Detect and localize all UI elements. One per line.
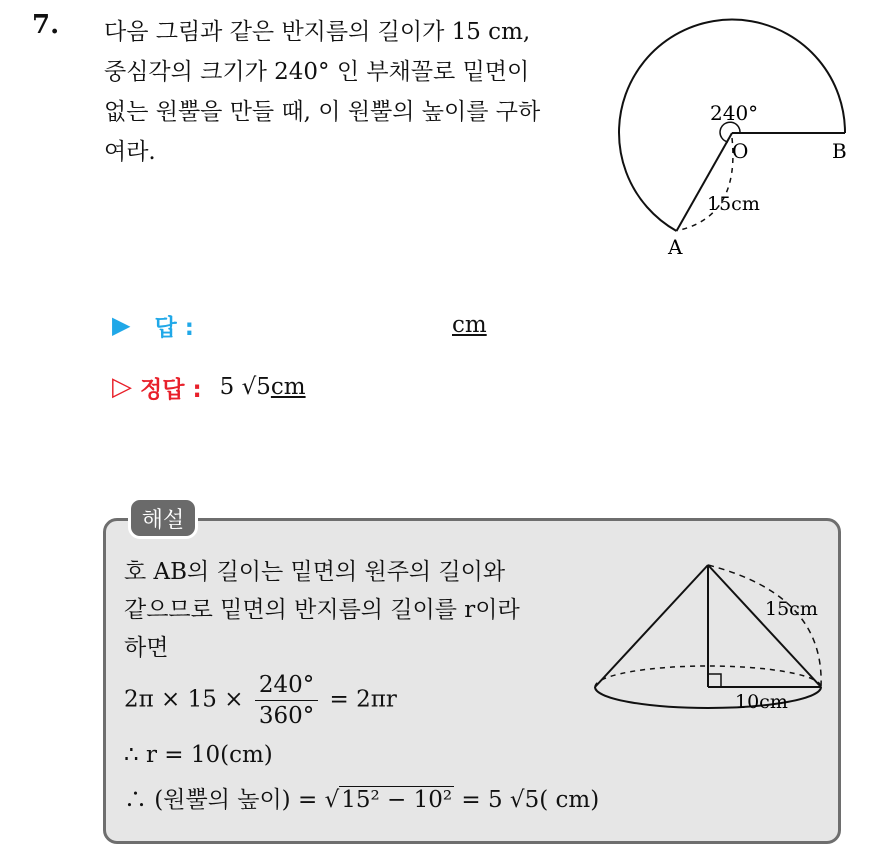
answer-row (112, 308, 487, 342)
radius-label: 15cm (707, 193, 760, 215)
equation-3-sqrt: 15² − 10² (341, 787, 453, 813)
question-line: 여라. (104, 139, 156, 165)
question-number: 7. (32, 10, 60, 40)
base-radius-label: 10cm (735, 691, 788, 713)
correct-answer-row (112, 370, 306, 404)
correct-answer-number: 5 √5 (219, 374, 271, 400)
equation-1-left: 2π × 15 × (124, 686, 244, 713)
angle-label: 240° (710, 101, 759, 125)
question-line: 없는 원뿔을 만들 때, 이 원뿔의 높이를 구하 (104, 99, 541, 125)
answer-label: 답 : (154, 314, 194, 341)
equation-3-left: ∴ (원뿔의 높이) = (124, 787, 318, 813)
center-label: O (732, 139, 749, 163)
dashed-curve (680, 138, 733, 230)
point-a-label: A (668, 235, 683, 259)
correct-answer-label: 정답 : (140, 376, 202, 403)
equation-1-right: = 2πr (329, 686, 397, 713)
correct-answer-value (220, 374, 306, 400)
equation-3 (124, 781, 599, 814)
solution-tag: 해설 (128, 497, 198, 539)
question-line: 다음 그림과 같은 반지름의 길이가 15 cm, (104, 19, 531, 45)
answer-arrow-icon: ▶ (112, 311, 131, 339)
solution-text (124, 553, 520, 667)
sector-figure (600, 0, 870, 270)
solution-line: 하면 (124, 635, 169, 661)
sqrt-sign: √ (324, 787, 340, 813)
question-text (104, 12, 594, 172)
correct-answer-unit: cm (270, 374, 306, 400)
cone-figure (590, 555, 835, 720)
answer-unit: cm (452, 312, 487, 338)
slant-label: 15cm (765, 598, 818, 620)
fraction (255, 670, 318, 731)
right-angle-mark (708, 674, 721, 687)
equation-2: ∴ r = 10(cm) (124, 742, 273, 768)
solution-line: 같으므로 밑면의 반지름의 길이를 r이라 (124, 597, 520, 623)
fraction-numerator: 240° (255, 670, 318, 701)
radius-oa (677, 133, 733, 231)
equation-1 (124, 670, 397, 731)
equation-3-right: = 5 √5( cm) (461, 787, 600, 813)
point-b-label: B (832, 139, 847, 163)
solution-line: 호 AB의 길이는 밑면의 원주의 길이와 (124, 559, 506, 585)
question-line: 중심각의 크기가 240° 인 부채꼴로 밑면이 (104, 59, 530, 85)
fraction-denominator: 360° (258, 703, 315, 729)
correct-arrow-icon: ▷ (112, 372, 132, 402)
